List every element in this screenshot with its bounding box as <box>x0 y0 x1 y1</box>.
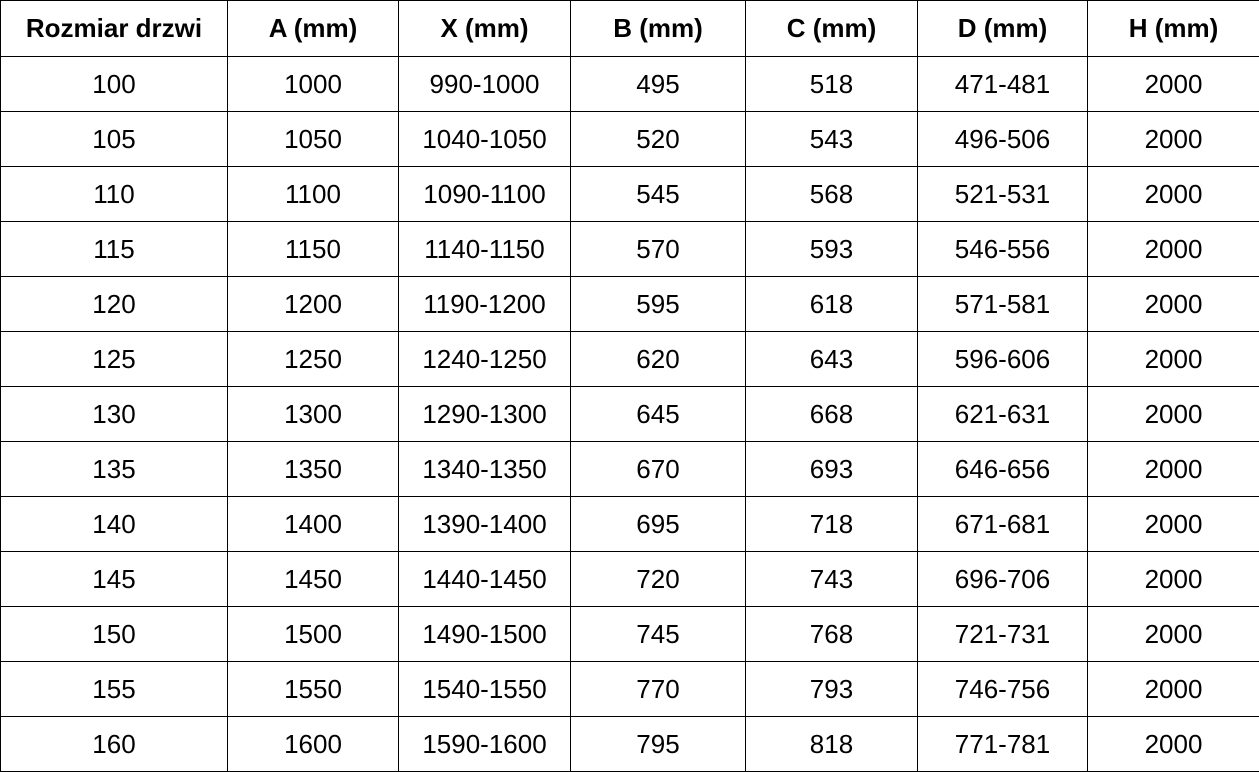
table-cell: 1150 <box>228 222 399 277</box>
table-row <box>1 552 1259 607</box>
table-cell: 696-706 <box>918 552 1088 607</box>
table-cell: 1600 <box>228 717 399 772</box>
table-cell: 1400 <box>228 497 399 552</box>
table-cell: 1550 <box>228 662 399 717</box>
table-row <box>1 497 1259 552</box>
table-cell: 140 <box>1 497 228 552</box>
table-cell: 543 <box>746 112 918 167</box>
table-cell: 1100 <box>228 167 399 222</box>
table-cell: 596-606 <box>918 332 1088 387</box>
table-cell: 471-481 <box>918 57 1088 112</box>
table-cell: 771-781 <box>918 717 1088 772</box>
table-cell: 2000 <box>1088 662 1259 717</box>
table-cell: 546-556 <box>918 222 1088 277</box>
table-cell: 593 <box>746 222 918 277</box>
table-cell: 1590-1600 <box>399 717 571 772</box>
table-cell: 1490-1500 <box>399 607 571 662</box>
table-cell: 1040-1050 <box>399 112 571 167</box>
table-cell: 570 <box>571 222 746 277</box>
table-cell: 1440-1450 <box>399 552 571 607</box>
table-cell: 671-681 <box>918 497 1088 552</box>
table-cell: 1300 <box>228 387 399 442</box>
table-cell: 695 <box>571 497 746 552</box>
table-row <box>1 57 1259 112</box>
table-cell: 2000 <box>1088 57 1259 112</box>
table-cell: 130 <box>1 387 228 442</box>
table-cell: 2000 <box>1088 607 1259 662</box>
table-cell: 115 <box>1 222 228 277</box>
table-cell: 2000 <box>1088 112 1259 167</box>
table-cell: 620 <box>571 332 746 387</box>
table-cell: 160 <box>1 717 228 772</box>
column-header: B (mm) <box>571 1 746 57</box>
table-cell: 718 <box>746 497 918 552</box>
table-cell: 521-531 <box>918 167 1088 222</box>
table-cell: 135 <box>1 442 228 497</box>
table-body <box>1 57 1259 772</box>
table-cell: 1140-1150 <box>399 222 571 277</box>
table-cell: 2000 <box>1088 552 1259 607</box>
table-cell: 618 <box>746 277 918 332</box>
table-cell: 2000 <box>1088 332 1259 387</box>
table-cell: 1000 <box>228 57 399 112</box>
column-header: H (mm) <box>1088 1 1259 57</box>
table-cell: 1540-1550 <box>399 662 571 717</box>
table-cell: 1090-1100 <box>399 167 571 222</box>
table-cell: 1200 <box>228 277 399 332</box>
table-cell: 520 <box>571 112 746 167</box>
table-cell: 720 <box>571 552 746 607</box>
table-cell: 2000 <box>1088 497 1259 552</box>
table-cell: 1250 <box>228 332 399 387</box>
table-cell: 2000 <box>1088 387 1259 442</box>
table-cell: 1190-1200 <box>399 277 571 332</box>
table-cell: 545 <box>571 167 746 222</box>
table-cell: 571-581 <box>918 277 1088 332</box>
table-cell: 145 <box>1 552 228 607</box>
table-row <box>1 662 1259 717</box>
table-row <box>1 277 1259 332</box>
table-cell: 645 <box>571 387 746 442</box>
table-cell: 621-631 <box>918 387 1088 442</box>
table-row <box>1 112 1259 167</box>
table-cell: 721-731 <box>918 607 1088 662</box>
table-cell: 1340-1350 <box>399 442 571 497</box>
column-header: D (mm) <box>918 1 1088 57</box>
table-cell: 110 <box>1 167 228 222</box>
table-cell: 1350 <box>228 442 399 497</box>
table-row <box>1 387 1259 442</box>
table-cell: 105 <box>1 112 228 167</box>
table-cell: 770 <box>571 662 746 717</box>
table-cell: 518 <box>746 57 918 112</box>
table-cell: 100 <box>1 57 228 112</box>
column-header: A (mm) <box>228 1 399 57</box>
column-header: Rozmiar drzwi <box>1 1 228 57</box>
table-cell: 2000 <box>1088 277 1259 332</box>
table-cell: 1500 <box>228 607 399 662</box>
table-cell: 746-756 <box>918 662 1088 717</box>
table-cell: 646-656 <box>918 442 1088 497</box>
table-cell: 495 <box>571 57 746 112</box>
table-cell: 743 <box>746 552 918 607</box>
table-cell: 795 <box>571 717 746 772</box>
table-row <box>1 332 1259 387</box>
table-cell: 496-506 <box>918 112 1088 167</box>
table-cell: 2000 <box>1088 717 1259 772</box>
table-cell: 693 <box>746 442 918 497</box>
table-cell: 1240-1250 <box>399 332 571 387</box>
table-cell: 155 <box>1 662 228 717</box>
table-cell: 793 <box>746 662 918 717</box>
table-cell: 150 <box>1 607 228 662</box>
column-header: X (mm) <box>399 1 571 57</box>
table-cell: 745 <box>571 607 746 662</box>
table-cell: 2000 <box>1088 167 1259 222</box>
table-cell: 2000 <box>1088 222 1259 277</box>
table-cell: 768 <box>746 607 918 662</box>
table-cell: 568 <box>746 167 918 222</box>
table-row <box>1 442 1259 497</box>
table-cell: 668 <box>746 387 918 442</box>
table-cell: 990-1000 <box>399 57 571 112</box>
column-header: C (mm) <box>746 1 918 57</box>
table-cell: 1050 <box>228 112 399 167</box>
table-row <box>1 222 1259 277</box>
table-row <box>1 607 1259 662</box>
table-cell: 595 <box>571 277 746 332</box>
table-cell: 1450 <box>228 552 399 607</box>
table-cell: 2000 <box>1088 442 1259 497</box>
table-row <box>1 167 1259 222</box>
table-cell: 643 <box>746 332 918 387</box>
table-cell: 1290-1300 <box>399 387 571 442</box>
table-row <box>1 717 1259 772</box>
table-cell: 670 <box>571 442 746 497</box>
table-cell: 818 <box>746 717 918 772</box>
table-cell: 120 <box>1 277 228 332</box>
table-cell: 125 <box>1 332 228 387</box>
table-cell: 1390-1400 <box>399 497 571 552</box>
header-row <box>1 1 1259 57</box>
